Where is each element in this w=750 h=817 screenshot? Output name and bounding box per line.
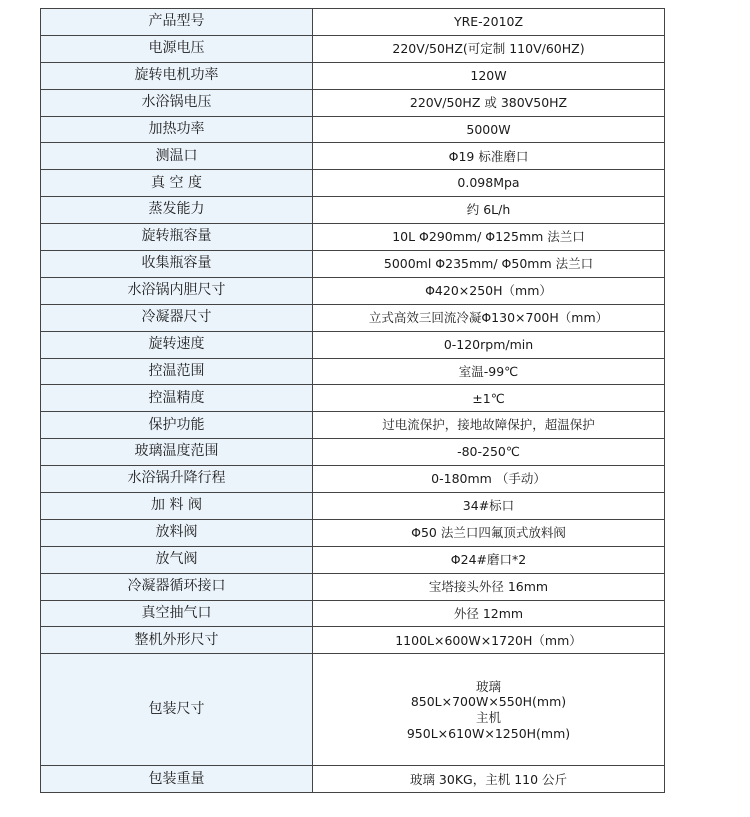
table-row-packing-weight (41, 766, 665, 793)
table-row (41, 116, 665, 143)
row-value: 220V/50HZ 或 380V50HZ (313, 89, 665, 116)
row-value: ±1℃ (313, 385, 665, 412)
packing-line: 主机 (475, 709, 501, 725)
row-label: 包装尺寸 (41, 654, 313, 766)
row-label: 放气阀 (41, 546, 313, 573)
spec-table (40, 8, 665, 793)
row-label: 玻璃温度范围 (41, 439, 313, 466)
table-row (41, 600, 665, 627)
packing-line: 950L×610W×1250H(mm) (406, 725, 571, 741)
row-label: 加 料 阀 (41, 493, 313, 520)
row-value: Φ420×250H（mm） (313, 277, 665, 304)
row-value: Φ24#磨口*2 (313, 546, 665, 573)
row-value: 0-120rpm/min (313, 331, 665, 358)
row-label: 整机外形尺寸 (41, 627, 313, 654)
table-row (41, 9, 665, 36)
row-label: 水浴锅内胆尺寸 (41, 277, 313, 304)
row-label: 放料阀 (41, 519, 313, 546)
row-value: 0.098Mpa (313, 170, 665, 197)
row-value: 0-180mm （手动） (313, 466, 665, 493)
row-label: 收集瓶容量 (41, 251, 313, 278)
table-row (41, 251, 665, 278)
packing-line: 玻璃 (475, 678, 501, 694)
table-row (41, 277, 665, 304)
row-label: 真 空 度 (41, 170, 313, 197)
table-row (41, 331, 665, 358)
table-row (41, 519, 665, 546)
row-label: 水浴锅电压 (41, 89, 313, 116)
row-value: 过电流保护，接地故障保护，超温保护 (313, 412, 665, 439)
row-value: 玻璃 30KG，主机 110 公斤 (313, 766, 665, 793)
table-row (41, 385, 665, 412)
row-value: -80-250℃ (313, 439, 665, 466)
row-value: Φ50 法兰口四氟顶式放料阀 (313, 519, 665, 546)
table-row (41, 412, 665, 439)
row-value: 5000W (313, 116, 665, 143)
row-value: 10L Φ290mm/ Φ125mm 法兰口 (313, 224, 665, 251)
row-label: 测温口 (41, 143, 313, 170)
spec-table-body (41, 9, 665, 793)
table-row (41, 143, 665, 170)
table-row (41, 358, 665, 385)
row-value: 外径 12mm (313, 600, 665, 627)
table-row (41, 573, 665, 600)
table-row (41, 197, 665, 224)
row-value: 立式高效三回流冷凝Φ130×700H（mm） (313, 304, 665, 331)
row-value: 34#标口 (313, 493, 665, 520)
table-row (41, 627, 665, 654)
row-label: 电源电压 (41, 35, 313, 62)
row-label: 冷凝器循环接口 (41, 573, 313, 600)
row-label: 包装重量 (41, 766, 313, 793)
table-row (41, 35, 665, 62)
table-row (41, 439, 665, 466)
row-label: 加热功率 (41, 116, 313, 143)
table-row (41, 170, 665, 197)
row-value: 约 6L/h (313, 197, 665, 224)
table-row (41, 546, 665, 573)
table-row (41, 493, 665, 520)
row-label: 旋转瓶容量 (41, 224, 313, 251)
packing-line: 850L×700W×550H(mm) (410, 694, 567, 710)
table-row (41, 89, 665, 116)
table-row (41, 62, 665, 89)
row-value (313, 654, 665, 766)
row-value: 220V/50HZ(可定制 110V/60HZ) (313, 35, 665, 62)
row-label: 真空抽气口 (41, 600, 313, 627)
row-label: 蒸发能力 (41, 197, 313, 224)
table-row (41, 304, 665, 331)
row-value: 室温-99℃ (313, 358, 665, 385)
row-value: 宝塔接头外径 16mm (313, 573, 665, 600)
row-value: 1100L×600W×1720H（mm） (313, 627, 665, 654)
row-label: 旋转速度 (41, 331, 313, 358)
table-row (41, 224, 665, 251)
row-label: 水浴锅升降行程 (41, 466, 313, 493)
row-label: 旋转电机功率 (41, 62, 313, 89)
row-label: 控温范围 (41, 358, 313, 385)
row-label: 控温精度 (41, 385, 313, 412)
row-value: Φ19 标准磨口 (313, 143, 665, 170)
row-value: 120W (313, 62, 665, 89)
table-row-packing-size (41, 654, 665, 766)
row-value: YRE-2010Z (313, 9, 665, 36)
row-value: 5000ml Φ235mm/ Φ50mm 法兰口 (313, 251, 665, 278)
row-label: 保护功能 (41, 412, 313, 439)
row-label: 产品型号 (41, 9, 313, 36)
table-row (41, 466, 665, 493)
row-label: 冷凝器尺寸 (41, 304, 313, 331)
